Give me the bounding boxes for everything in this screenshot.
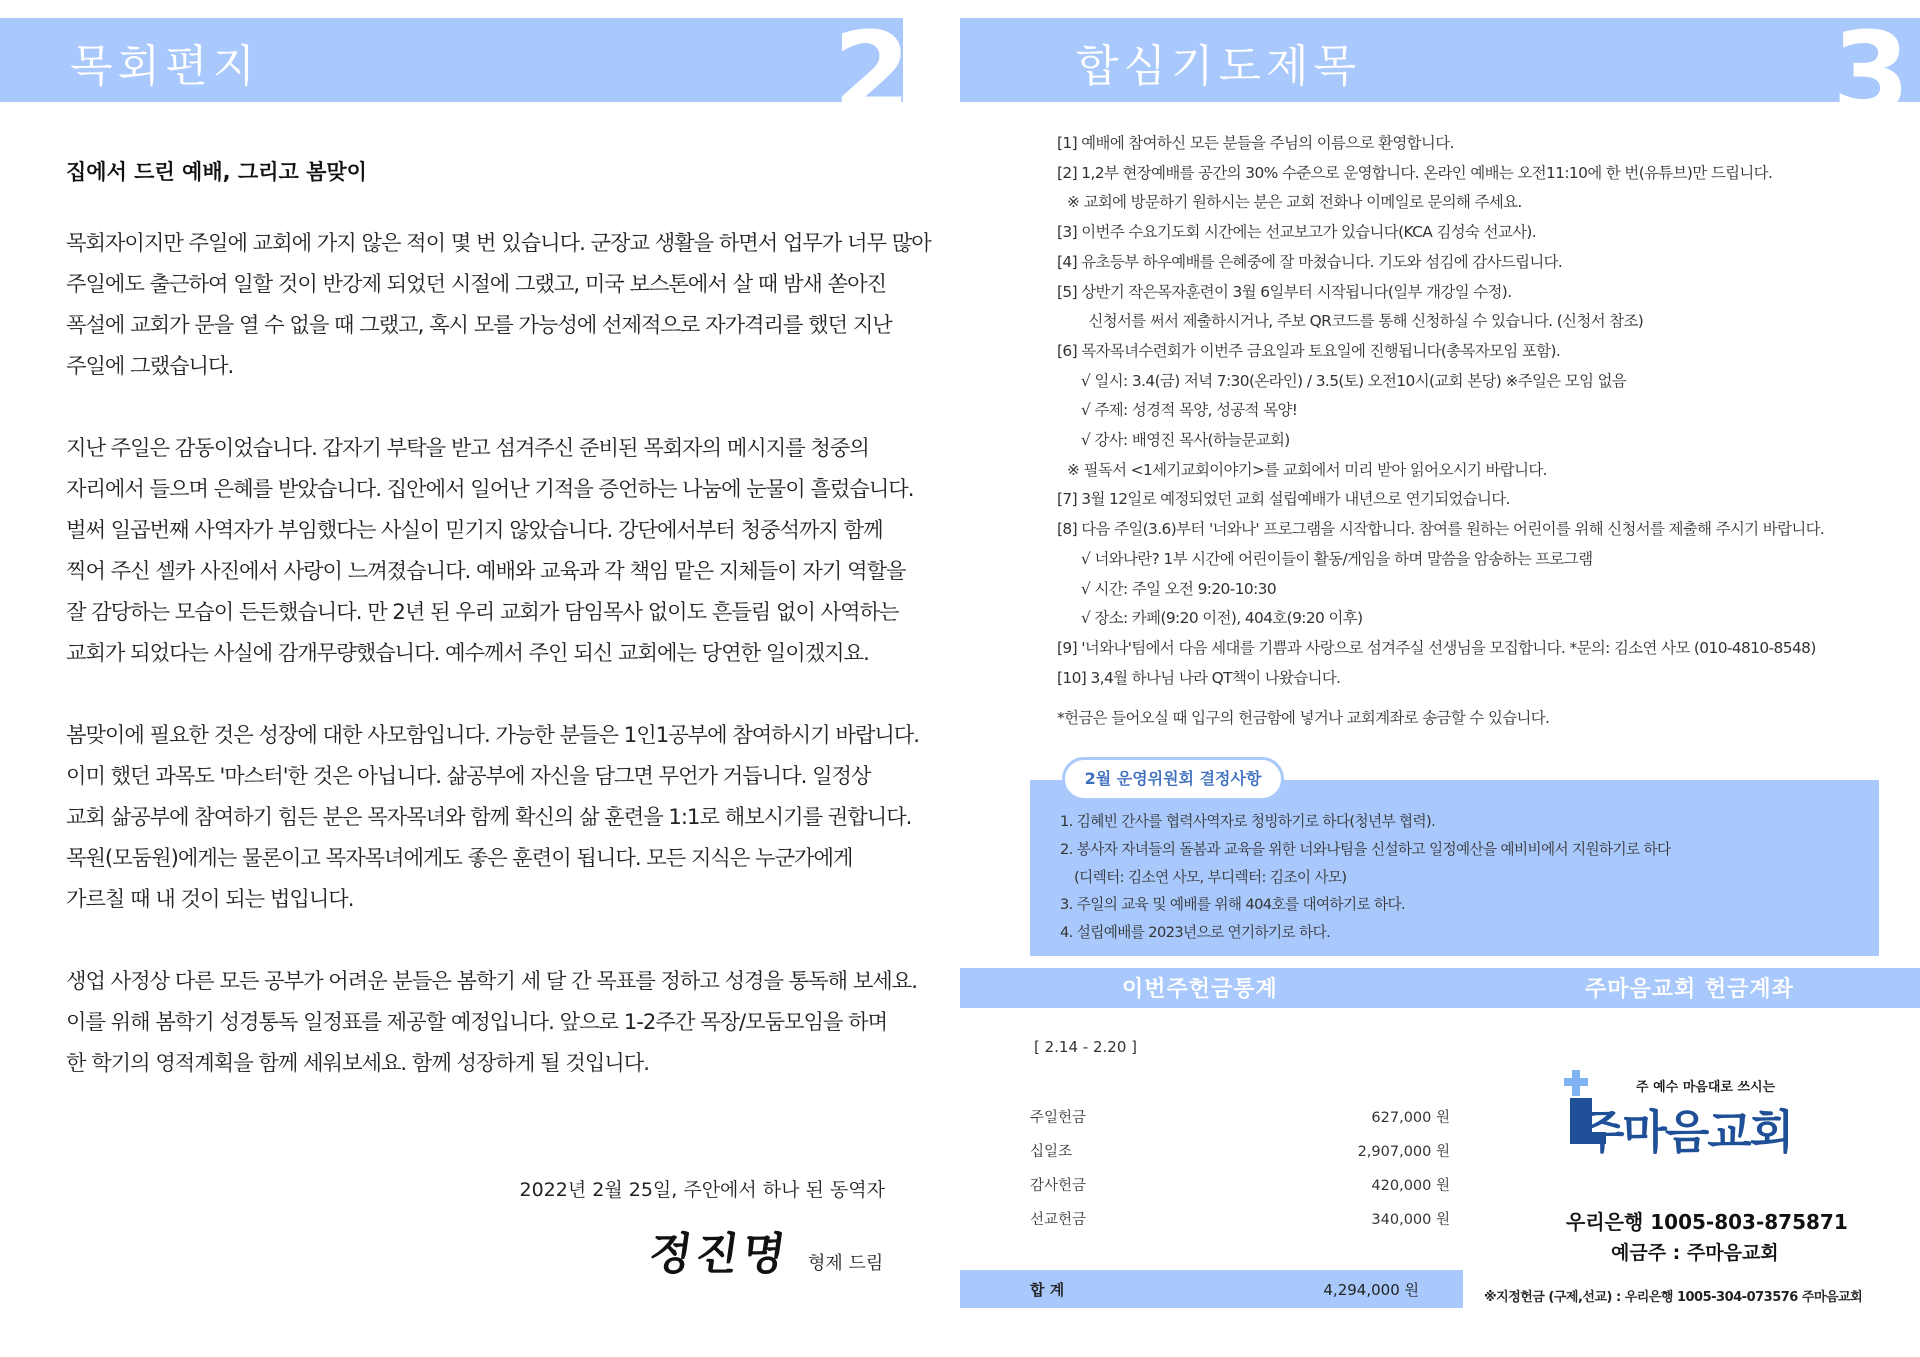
letter-line: 폭설에 교회가 문을 열 수 없을 때 그랬고, 혹시 모를 가능성에 선제적으로 자가격리를 했던 지난	[66, 312, 892, 337]
prayer-item: √ 주제: 성경적 목양, 성공적 목양!	[1081, 401, 1298, 420]
account-title: 주마음교회 헌금계좌	[1585, 976, 1794, 1002]
stats-label: 십일조	[1030, 1144, 1073, 1160]
committee-item: 1. 김혜빈 간사를 협력사역자로 청빙하기로 하다(청년부 협력).	[1060, 813, 1436, 830]
right-page-number: 3	[1832, 9, 1910, 139]
stats-total-amount: 4,294,000 원	[1323, 1281, 1419, 1299]
letter-line: 벌써 일곱번째 사역자가 부임했다는 사실이 믿기지 않았습니다. 강단에서부터 청중석까지 함께	[66, 517, 883, 542]
prayer-item: [3] 이번주 수요기도회 시간에는 선교보고가 있습니다(KCA 김성숙 선교사).	[1057, 223, 1537, 242]
committee-item: 2. 봉사자 자녀들의 돌봄과 교육을 위한 너와나팀을 신설하고 일정예산을 예비비에서 지원하기로 하다	[1060, 840, 1671, 858]
right-header-band	[960, 9, 1920, 139]
prayer-item: [8] 다음 주일(3.6)부터 '너와나' 프로그램을 시작합니다. 참여를 원하는 어린이를 위해 신청서를 제출해 주시기 바랍니다.	[1057, 520, 1825, 539]
stats-header-band	[960, 968, 1920, 1008]
committee-item: 3. 주일의 교육 및 예배를 위해 404호를 대여하기로 하다.	[1060, 896, 1406, 914]
stats-label: 주일헌금	[1030, 1110, 1087, 1126]
letter-line: 주일에도 출근하여 일할 것이 반강제 되었던 시절에 그랬고, 미국 보스톤에서 살 때 밤새 쏟아진	[66, 271, 887, 296]
letter-paragraph	[66, 714, 919, 919]
letter-paragraph	[66, 960, 917, 1083]
table-row	[1030, 1102, 1462, 1136]
offering-note: *헌금은 들어오실 때 입구의 헌금함에 넣거나 교회계좌로 송금할 수 있습니다.	[1057, 709, 1550, 727]
stats-amount: 627,000 원	[1371, 1110, 1450, 1126]
letter-line: 이미 했던 과목도 '마스터'한 것은 아닙니다. 삶공부에 자신을 담그면 무언가 거듭니다. 일정상	[66, 763, 871, 788]
letter-line: 자리에서 들으며 은혜를 받았습니다. 집안에서 일어난 기적을 증언하는 나눔에 눈물이 흘렀습니다.	[66, 476, 914, 501]
bank-account: 우리은행 1005-803-875871	[1566, 1210, 1848, 1234]
letter-paragraph	[66, 427, 914, 673]
prayer-item: √ 장소: 카페(9:20 이전), 404호(9:20 이후)	[1081, 609, 1363, 628]
letter-line: 목원(모둠원)에게는 물론이고 목자목녀에게도 좋은 훈련이 됩니다. 모든 지식은 누군가에게	[66, 845, 853, 870]
letter-line: 잘 감당하는 모습이 든든했습니다. 만 2년 된 우리 교회가 담임목사 없이도 흔들림 없이 사역하는	[66, 599, 899, 624]
stats-period: [ 2.14 - 2.20 ]	[1034, 1038, 1137, 1056]
left-header-band	[0, 9, 911, 139]
letter-paragraph	[66, 222, 931, 386]
table-row	[1030, 1204, 1462, 1238]
table-row	[1030, 1170, 1462, 1204]
right-header-title: 합심기도제목	[1076, 41, 1362, 92]
table-row	[1030, 1136, 1462, 1170]
stats-amount: 340,000 원	[1371, 1212, 1450, 1228]
prayer-list	[1057, 129, 1907, 693]
stats-title: 이번주헌금통계	[1122, 976, 1278, 1002]
account-holder: 예금주 : 주마음교회	[1611, 1242, 1779, 1264]
letter-body	[66, 222, 931, 1124]
left-page-number: 2	[833, 9, 911, 139]
letter-line: 생업 사정상 다른 모든 공부가 어려운 분들은 봄학기 세 달 간 목표를 정하고 성경을 통독해 보세요.	[66, 968, 917, 993]
prayer-item: √ 일시: 3.4(금) 저녁 7:30(온라인) / 3.5(토) 오전10시(교회 본당) ※주일은 모임 없음	[1081, 371, 1627, 390]
letter-heading: 집에서 드린 예배, 그리고 봄맞이	[66, 160, 367, 184]
stats-amount: 420,000 원	[1371, 1178, 1450, 1194]
committee-title: 2월 운영위원회 결정사항	[1062, 757, 1284, 801]
letter-line: 한 학기의 영적계획을 함께 세워보세요. 함께 성장하게 될 것입니다.	[66, 1050, 649, 1075]
prayer-item: [10] 3,4월 하나님 나라 QT책이 나왔습니다.	[1057, 668, 1341, 687]
committee-item: (디렉터: 김소연 사모, 부디렉터: 김조이 사모)	[1074, 868, 1347, 886]
prayer-item: √ 강사: 배영진 목사(하늘문교회)	[1081, 431, 1290, 450]
stats-total-row	[960, 1270, 1463, 1308]
stats-label: 선교헌금	[1030, 1212, 1087, 1228]
prayer-item: √ 시간: 주일 오전 9:20-10:30	[1081, 579, 1277, 598]
prayer-item: [6] 목자목녀수련회가 이번주 금요일과 토요일에 진행됩니다(총목자모임 포함).	[1057, 341, 1561, 360]
signature-suffix: 형제 드림	[808, 1253, 884, 1274]
prayer-item: ※ 필독서 <1세기교회이야기>를 교회에서 미리 받아 읽어오시기 바랍니다.	[1067, 460, 1547, 479]
letter-date: 2022년 2월 25일, 주안에서 하나 된 동역자	[519, 1179, 885, 1201]
prayer-item: [5] 상반기 작은목자훈련이 3월 6일부터 시작됩니다(일부 개강일 수정).	[1057, 282, 1512, 301]
logo-tagline: 주 예수 마음대로 쓰시는	[1636, 1080, 1776, 1095]
prayer-item: 신청서를 써서 제출하시거나, 주보 QR코드를 통해 신청하실 수 있습니다. (신청서 참조)	[1067, 312, 1644, 331]
left-header-title: 목회편지	[70, 41, 261, 92]
letter-line: 지난 주일은 감동이었습니다. 갑자기 부탁을 받고 섬겨주신 준비된 목회자의 메시지를 청중의	[66, 435, 869, 460]
stats-table	[1030, 1102, 1462, 1238]
prayer-item: ※ 교회에 방문하기 원하시는 분은 교회 전화나 이메일로 문의해 주세요.	[1067, 193, 1522, 212]
letter-line: 가르칠 때 내 것이 되는 법입니다.	[66, 886, 354, 911]
logo-name: 주마음교회	[1580, 1105, 1793, 1159]
prayer-item: [9] '너와나'팀에서 다음 세대를 기쁨과 사랑으로 섬겨주실 선생님을 모집합니다. *문의: 김소연 사모 (010-4810-8548)	[1057, 638, 1816, 657]
prayer-item: [7] 3월 12일로 예정되었던 교회 설립예배가 내년으로 연기되었습니다.	[1057, 490, 1510, 509]
stats-label: 감사헌금	[1030, 1178, 1087, 1194]
letter-line: 목회자이지만 주일에 교회에 가지 않은 적이 몇 번 있습니다. 군장교 생활을 하면서 업무가 너무 많아	[66, 230, 931, 255]
committee-list	[1060, 808, 1671, 947]
prayer-item: [1] 예배에 참여하신 모든 분들을 주님의 이름으로 환영합니다.	[1057, 134, 1454, 152]
stats-amount: 2,907,000 원	[1357, 1144, 1450, 1160]
letter-line: 이를 위해 봄학기 성경통독 일정표를 제공할 예정입니다. 앞으로 1-2주간 목장/모둠모임을 하며	[66, 1009, 888, 1034]
stats-total-label: 합 계	[1030, 1281, 1065, 1299]
letter-line: 교회가 되었다는 사실에 감개무량했습니다. 예수께서 주인 되신 교회에는 당연한 일이겠지요.	[66, 640, 869, 665]
signature: 정진명	[645, 1229, 793, 1280]
prayer-item: [4] 유초등부 하우예배를 은혜중에 잘 마쳤습니다. 기도와 섬김에 감사드립니다.	[1057, 252, 1563, 271]
letter-line: 찍어 주신 셀카 사진에서 사랑이 느껴졌습니다. 예배와 교육과 각 책임 맡은 지체들이 자기 역할을	[66, 558, 906, 583]
letter-line: 교회 삶공부에 참여하기 힘든 분은 목자목녀와 함께 확신의 삶 훈련을 1:1로 해보시기를 권합니다.	[66, 804, 912, 829]
prayer-item: [2] 1,2부 현장예배를 공간의 30% 수준으로 운영합니다. 온라인 예배는 오전11:10에 한 번(유튜브)만 드립니다.	[1057, 163, 1773, 182]
letter-line: 주일에 그랬습니다.	[66, 353, 234, 378]
committee-item: 4. 설립예배를 2023년으로 연기하기로 하다.	[1060, 924, 1331, 942]
prayer-item: √ 너와나란? 1부 시간에 어린이들이 활동/게임을 하며 말씀을 암송하는 프로그램	[1081, 549, 1593, 568]
designated-offering-account: ※지정헌금 (구제,선교) : 우리은행 1005-304-073576 주마음교회	[1484, 1290, 1863, 1305]
letter-line: 봄맞이에 필요한 것은 성장에 대한 사모함입니다. 가능한 분들은 1인1공부에 참여하시기 바랍니다.	[66, 722, 919, 747]
